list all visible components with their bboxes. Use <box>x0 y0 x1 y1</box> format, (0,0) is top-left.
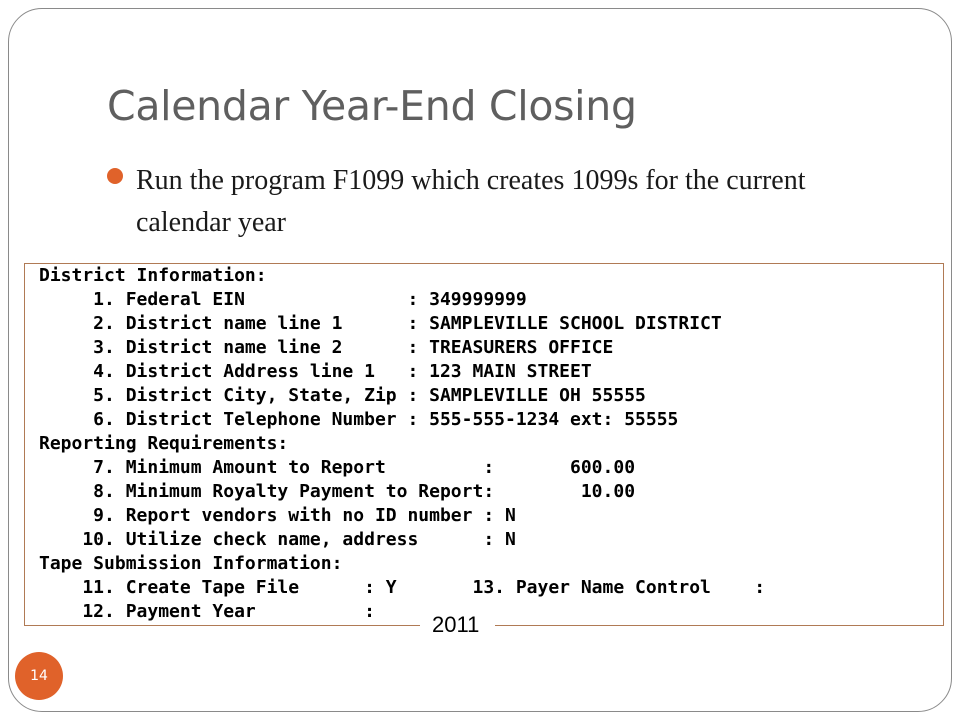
page-number-badge <box>15 652 63 700</box>
terminal-line-city-state-zip: 5. District City, State, Zip : SAMPLEVILLE OH 55555 <box>39 385 646 406</box>
terminal-line-telephone: 6. District Telephone Number : 555-555-1234 ext: 55555 <box>39 409 679 430</box>
terminal-line-create-tape-file: 11. Create Tape File : Y 13. Payer Name Control : <box>39 577 766 598</box>
terminal-line-reporting-header: Reporting Requirements: <box>39 433 289 454</box>
terminal-line-name-1: 2. District name line 1 : SAMPLEVILLE SCHOOL DISTRICT <box>39 313 722 334</box>
terminal-line-district-header: District Information: <box>39 265 267 286</box>
terminal-line-address: 4. District Address line 1 : 123 MAIN STREET <box>39 361 592 382</box>
bullet-dot-icon <box>107 168 123 184</box>
terminal-line-tape-header: Tape Submission Information: <box>39 553 343 574</box>
terminal-line-minimum-royalty: 8. Minimum Royalty Payment to Report: 10.00 <box>39 481 636 502</box>
payment-year-value: 2011 <box>420 608 495 672</box>
bullet-text: Run the program F1099 which creates 1099s for the current calendar year <box>136 165 806 238</box>
page-number: 14 <box>30 668 48 684</box>
slide-title: Calendar Year-End Closing <box>107 82 637 130</box>
terminal-line-name-2: 3. District name line 2 : TREASURERS OFFICE <box>39 337 614 358</box>
terminal-line-minimum-amount: 7. Minimum Amount to Report : 600.00 <box>39 457 636 478</box>
terminal-line-no-id-vendors: 9. Report vendors with no ID number : N <box>39 505 516 526</box>
terminal-screenshot <box>24 263 944 626</box>
terminal-line-payment-year: 12. Payment Year : <box>39 601 375 622</box>
terminal-line-federal-ein: 1. Federal EIN : 349999999 <box>39 289 527 310</box>
terminal-line-check-name: 10. Utilize check name, address : N <box>39 529 516 550</box>
